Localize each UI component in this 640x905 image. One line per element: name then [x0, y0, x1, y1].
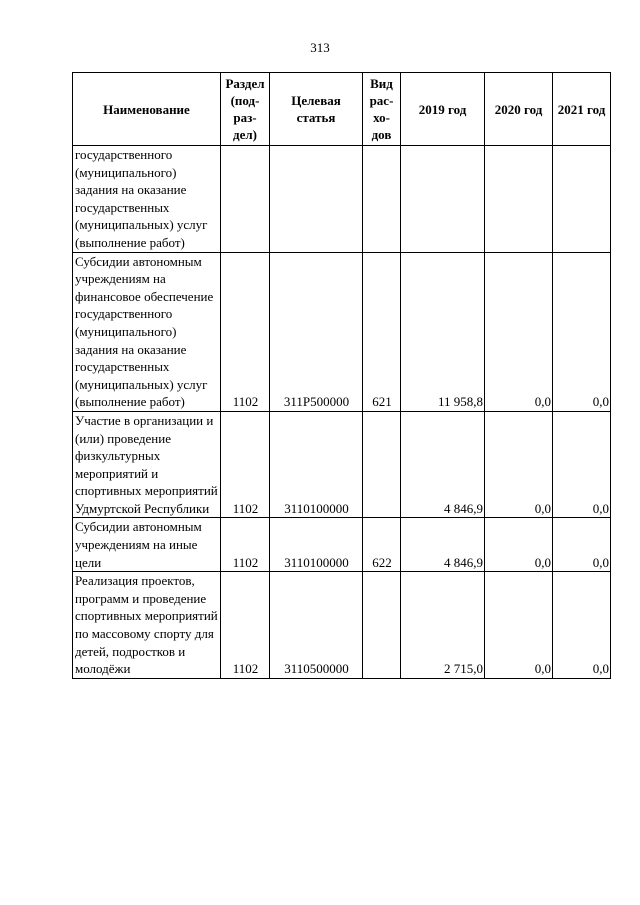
page-number: 313 — [310, 40, 330, 55]
row-name: Участие в организации и (или) проведение физкультурных мероприятий и спортивных мероприятий Удмуртской Республики — [73, 411, 221, 518]
row-name: государственного (муниципального) задания на оказание государственных (муниципальных) услуг (выполнение работ) — [73, 146, 221, 253]
row-section: 1102 — [221, 518, 270, 572]
table-row — [73, 146, 611, 253]
row-2021: 0,0 — [553, 572, 611, 679]
row-section: 1102 — [221, 411, 270, 518]
row-2020: 0,0 — [485, 572, 553, 679]
row-section — [221, 146, 270, 253]
row-type: 621 — [363, 252, 401, 411]
row-type — [363, 572, 401, 679]
row-target: 3110100000 — [270, 411, 363, 518]
row-2021: 0,0 — [553, 252, 611, 411]
row-type: 622 — [363, 518, 401, 572]
row-2020: 0,0 — [485, 252, 553, 411]
row-target: 3110500000 — [270, 572, 363, 679]
row-type — [363, 411, 401, 518]
table-row — [73, 411, 611, 518]
col-header-section: Раздел (под-раз-дел) — [221, 73, 270, 146]
row-name: Субсидии автономным учреждениям на иные цели — [73, 518, 221, 572]
col-header-name: Наименование — [73, 73, 221, 146]
col-header-2019: 2019 год — [401, 73, 485, 146]
row-name: Субсидии автономным учреждениям на финансовое обеспечение государственного (муниципального) задания на оказание государственных (муниципальных) услуг (выполнение работ) — [73, 252, 221, 411]
table-row — [73, 518, 611, 572]
header-row — [73, 73, 611, 146]
row-section: 1102 — [221, 252, 270, 411]
row-2019: 4 846,9 — [401, 411, 485, 518]
row-name: Реализация проектов, программ и проведение спортивных мероприятий по массовому спорту для детей, подростков и молодёжи — [73, 572, 221, 679]
row-target: 3110100000 — [270, 518, 363, 572]
col-header-target: Целевая статья — [270, 73, 363, 146]
row-2019: 11 958,8 — [401, 252, 485, 411]
row-2020: 0,0 — [485, 411, 553, 518]
row-2021: 0,0 — [553, 518, 611, 572]
row-2019: 2 715,0 — [401, 572, 485, 679]
row-target — [270, 146, 363, 253]
row-type — [363, 146, 401, 253]
row-2021 — [553, 146, 611, 253]
table-row — [73, 572, 611, 679]
row-section: 1102 — [221, 572, 270, 679]
row-2019 — [401, 146, 485, 253]
row-2021: 0,0 — [553, 411, 611, 518]
col-header-2020: 2020 год — [485, 73, 553, 146]
budget-table — [72, 72, 611, 679]
table-row — [73, 252, 611, 411]
col-header-2021: 2021 год — [553, 73, 611, 146]
col-header-type: Вид рас-хо-дов — [363, 73, 401, 146]
row-target: 311P500000 — [270, 252, 363, 411]
row-2019: 4 846,9 — [401, 518, 485, 572]
row-2020 — [485, 146, 553, 253]
row-2020: 0,0 — [485, 518, 553, 572]
